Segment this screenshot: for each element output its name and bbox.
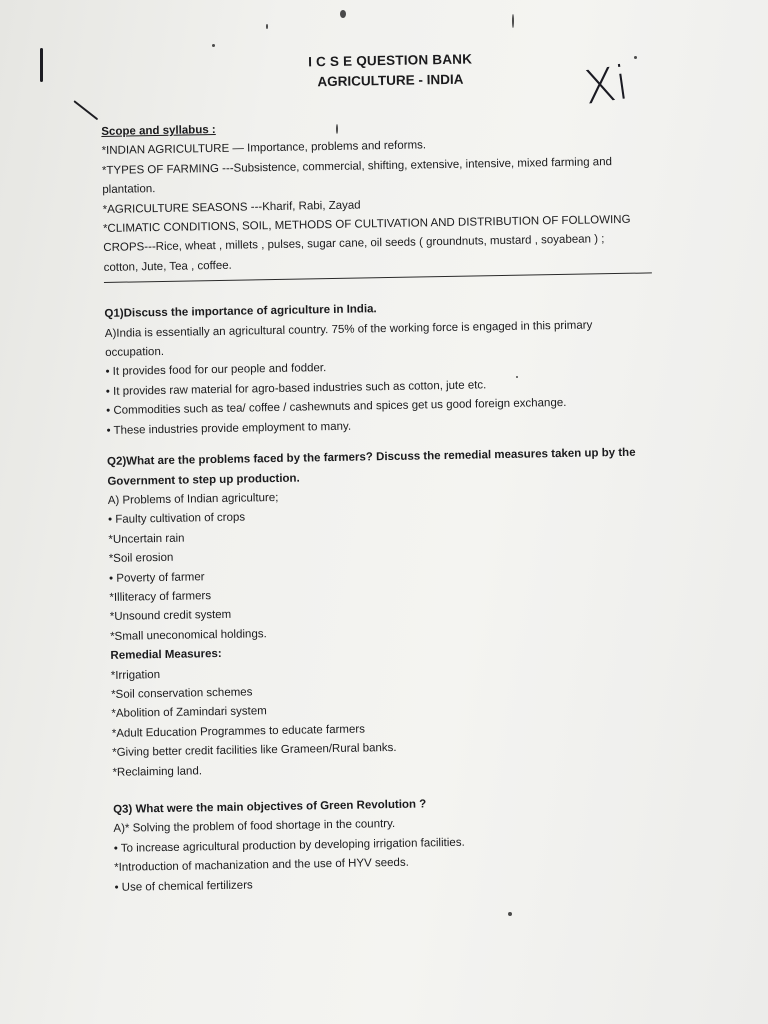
q2-remedy: *Irrigation [110, 668, 161, 682]
scope-line: *TYPES OF FARMING ---Subsistence, commercial, shifting, extensive, intensive, mixed farming and [101, 155, 613, 177]
q2-remedy: *Giving better credit facilities like Grameen/Rural banks. [112, 742, 397, 760]
scope-line: cotton, Jute, Tea , coffee. [103, 259, 232, 274]
pen-mark-vertical [40, 48, 43, 82]
scope-heading: Scope and syllabus : [101, 123, 216, 138]
scope-line: *CLIMATIC CONDITIONS, SOIL, METHODS OF CULTIVATION AND DISTRIBUTION OF FOLLOWING [102, 213, 631, 236]
scan-speck [512, 14, 514, 28]
scan-speck [266, 24, 268, 29]
scan-speck [212, 44, 215, 47]
scope-line: CROPS---Rice, wheat , millets , pulses, sugar cane, oil seeds ( groundnuts, mustard , soyabean ) ; [103, 233, 605, 255]
remedial-heading: Remedial Measures: [110, 648, 222, 663]
document-title: I C S E QUESTION BANK [308, 51, 473, 70]
q2-remedy: *Abolition of Zamindari system [111, 705, 267, 721]
q1-answer-line: • It provides raw material for agro-based industries such as cotton, jute etc. [105, 379, 487, 398]
q2-problem: *Illiteracy of farmers [109, 590, 212, 604]
q3-answer-line: *Introduction of machanization and the use of HYV seeds. [114, 856, 409, 875]
q2-question: Q2)What are the problems faced by the farmers? Discuss the remedial measures taken up by the [106, 446, 636, 469]
q1-answer-line: occupation. [105, 345, 165, 360]
scope-line: *INDIAN AGRICULTURE — Importance, problems and reforms. [101, 139, 427, 158]
q2-problem: • Poverty of farmer [109, 570, 205, 585]
q1-question: Q1)Discuss the importance of agriculture in India. [104, 303, 377, 321]
document-subtitle: AGRICULTURE - INDIA [317, 71, 464, 90]
q1-answer-line: • These industries provide employment to many. [106, 420, 352, 437]
scan-speck [340, 10, 346, 18]
q2-remedy: *Adult Education Programmes to educate farmers [111, 723, 366, 740]
document-content [100, 46, 675, 898]
q1-answer-line: A)India is essentially an agricultural country. 75% of the working force is engaged in this primary [104, 319, 593, 340]
q3-answer-line: A)* Solving the problem of food shortage in the country. [113, 818, 396, 836]
scope-line: *AGRICULTURE SEASONS ---Kharif, Rabi, Zayad [102, 199, 361, 216]
q3-answer-line: • To increase agricultural production by developing irrigation facilities. [113, 836, 465, 855]
scan-speck [508, 912, 512, 916]
pen-mark-diagonal [73, 100, 98, 120]
q1-answer-line: • It provides food for our people and fodder. [105, 362, 327, 379]
q2-problem: *Unsound credit system [109, 609, 232, 624]
q2-problem: • Faulty cultivation of crops [107, 511, 246, 527]
class-mark-handwritten: Xi [580, 55, 632, 115]
q3-question: Q3) What were the main objectives of Green Revolution ? [113, 798, 427, 816]
q2-problem: *Soil erosion [108, 551, 174, 566]
q2-problem: *Uncertain rain [108, 532, 185, 546]
q2-remedy: *Soil conservation schemes [111, 686, 253, 701]
q1-answer-line: • Commodities such as tea/ coffee / cashewnuts and spices get us good foreign exchange. [106, 397, 567, 418]
q3-answer-line: • Use of chemical fertilizers [114, 879, 253, 894]
scope-line: plantation. [102, 183, 156, 197]
q2-intro: A) Problems of Indian agriculture; [107, 491, 279, 507]
q2-remedy: *Reclaiming land. [112, 764, 203, 779]
q2-question: Government to step up production. [107, 472, 300, 488]
q2-problem: *Small uneconomical holdings. [110, 627, 267, 643]
